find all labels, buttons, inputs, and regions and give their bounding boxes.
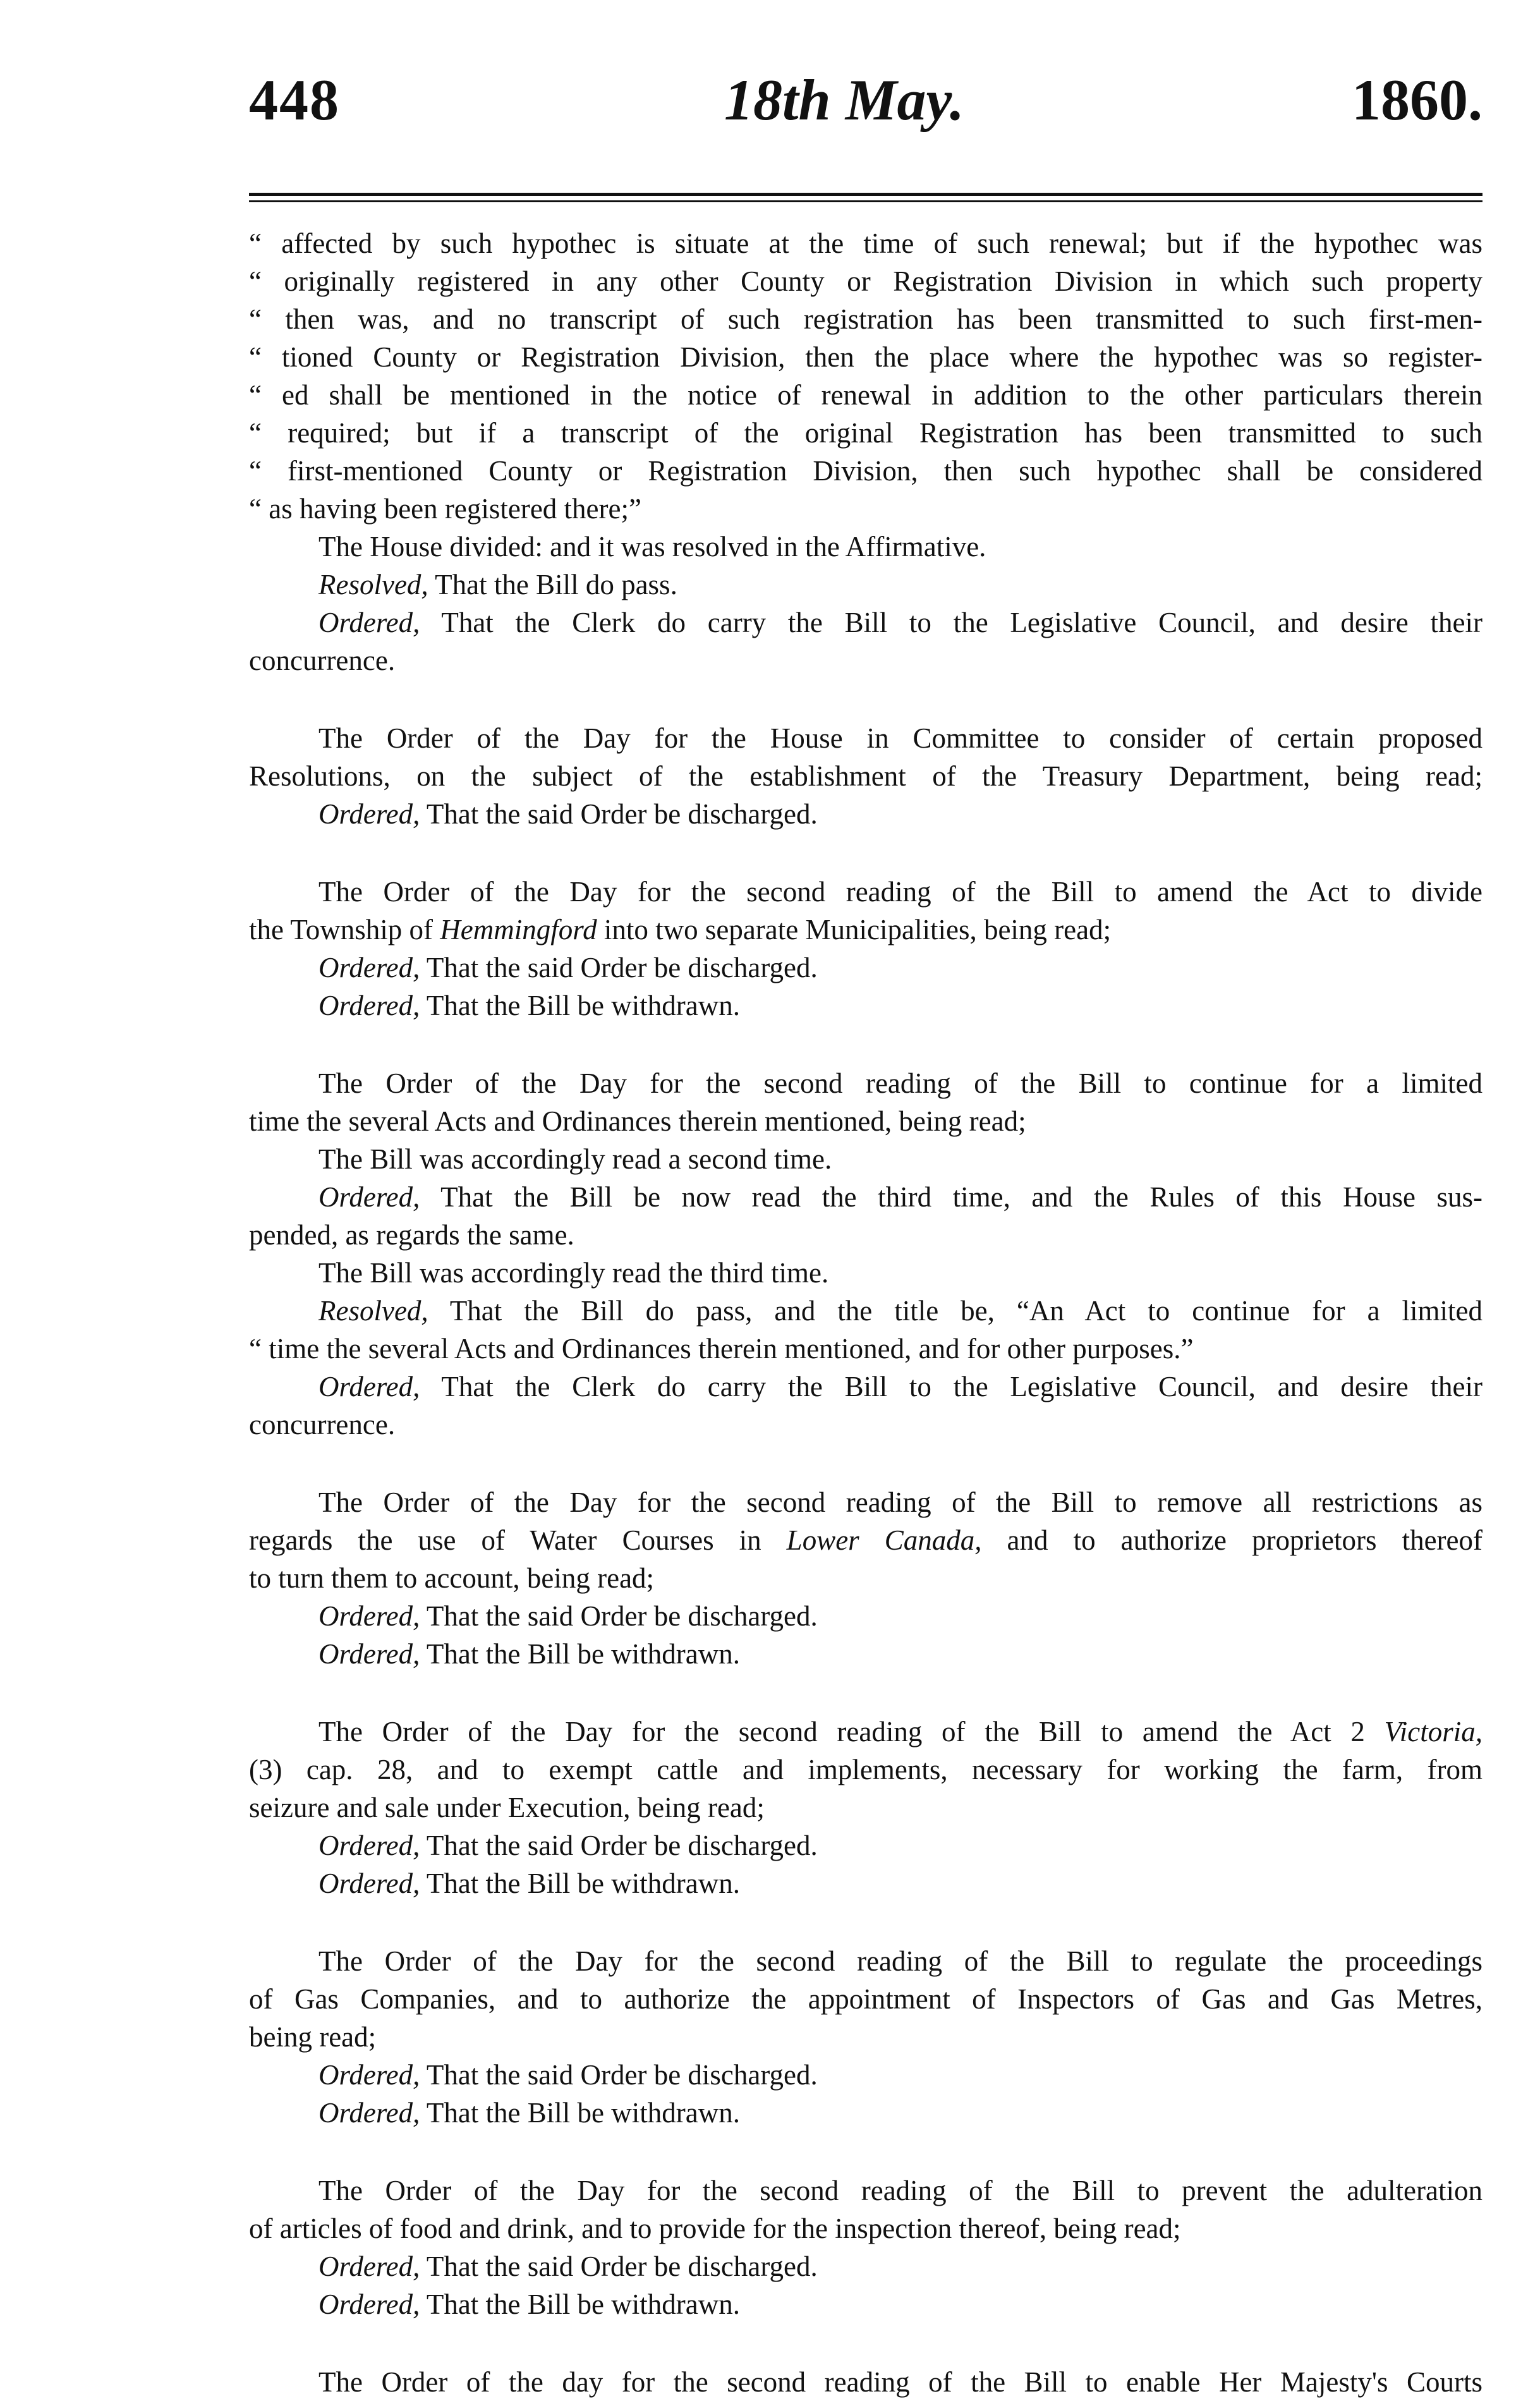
italic-label: Ordered, — [318, 1638, 420, 1670]
text-line: time the several Acts and Ordinances therein mentioned, being read; — [249, 1105, 1026, 1137]
italic-label: Ordered, — [318, 1830, 420, 1861]
header-year: 1860. — [1352, 68, 1482, 132]
journal-paragraph — [249, 1713, 1482, 1902]
italic-label: Ordered, — [318, 952, 420, 983]
paragraph-gap — [249, 679, 1482, 719]
header-rule-thick — [249, 193, 1482, 196]
journal-paragraph — [249, 2363, 1482, 2401]
text-line: The Bill was accordingly read a second time. — [318, 1143, 832, 1175]
text-line: The Order of the day for the second reading of the Bill to enable Her Majesty's Courts — [318, 2366, 1482, 2398]
italic-label: Ordered, — [318, 2289, 420, 2320]
paragraph-gap — [249, 2132, 1482, 2172]
text-line: Ordered, That the Bill be withdrawn. — [318, 2097, 740, 2129]
text-line: The Order of the Day for the House in Committee to consider of certain proposed — [318, 722, 1482, 754]
text-line: Resolved, That the Bill do pass. — [318, 569, 677, 600]
text-line: concurrence. — [249, 645, 396, 676]
text-line: Resolutions, on the subject of the establishment of the Treasury Department, being read; — [249, 760, 1482, 792]
page-number: 448 — [249, 68, 340, 132]
italic-label: Ordered, — [318, 798, 420, 830]
text-line: “ required; but if a transcript of the original Registration has been transmitted to such — [249, 414, 1482, 452]
italic-label: Ordered, — [318, 1181, 420, 1213]
text-line: “ ed shall be mentioned in the notice of renewal in addition to the other particulars therein — [249, 376, 1482, 414]
paragraph-gap — [249, 1024, 1482, 1064]
paragraph-gap — [249, 1444, 1482, 1483]
text-line: Ordered, That the Clerk do carry the Bill to the Legislative Council, and desire their — [318, 607, 1482, 638]
text-line: Ordered, That the said Order be discharged. — [318, 798, 818, 830]
journal-paragraph — [249, 1483, 1482, 1673]
text-line: Ordered, That the said Order be discharged. — [318, 2251, 818, 2282]
italic-term: Victoria, — [1384, 1716, 1482, 1748]
italic-term: Hemmingford — [440, 914, 597, 945]
journal-paragraph — [249, 224, 1482, 679]
italic-label: Ordered, — [318, 2251, 420, 2282]
paragraph-gap — [249, 2323, 1482, 2363]
italic-label: Ordered, — [318, 1371, 420, 1402]
text-line: Ordered, That the said Order be discharged. — [318, 1600, 818, 1632]
text-line: Ordered, That the Bill be now read the third time, and the Rules of this House sus- — [318, 1181, 1482, 1213]
journal-paragraph — [249, 1942, 1482, 2132]
header-rule-thin — [249, 200, 1482, 202]
text-line: (3) cap. 28, and to exempt cattle and implements, necessary for working the farm, from — [249, 1754, 1482, 1785]
text-line: “ tioned County or Registration Division, then the place where the hypothec was so register- — [249, 338, 1482, 376]
text-line: “ first-mentioned County or Registration Division, then such hypothec shall be considered — [249, 452, 1482, 490]
journal-paragraph — [249, 873, 1482, 1024]
text-line: The Order of the Day for the second reading of the Bill to prevent the adulteration — [318, 2175, 1482, 2206]
text-line: “ originally registered in any other County or Registration Division in which such property — [249, 262, 1482, 300]
text-line: of Gas Companies, and to authorize the appointment of Inspectors of Gas and Gas Metres, — [249, 1983, 1482, 2015]
text-line: Ordered, That the said Order be discharged. — [318, 952, 818, 983]
text-line: The Order of the Day for the second reading of the Bill to regulate the proceedings — [318, 1945, 1482, 1977]
text-line: Ordered, That the Clerk do carry the Bill to the Legislative Council, and desire their — [318, 1371, 1482, 1402]
text-line: The Order of the Day for the second reading of the Bill to amend the Act to divide — [318, 876, 1482, 908]
italic-label: Ordered, — [318, 1868, 420, 1899]
text-line: seizure and sale under Execution, being read; — [249, 1792, 765, 1823]
text-line: “ affected by such hypothec is situate at the time of such renewal; but if the hypothec was — [249, 224, 1482, 262]
paragraph-gap — [249, 1902, 1482, 1942]
text-line: concurrence. — [249, 1409, 396, 1440]
italic-label: Ordered, — [318, 990, 420, 1021]
journal-paragraph — [249, 2172, 1482, 2323]
italic-label: Resolved, — [318, 569, 428, 600]
text-line: the Township of Hemmingford into two separate Municipalities, being read; — [249, 914, 1112, 945]
text-line: The Order of the Day for the second reading of the Bill to amend the Act 2 Victoria, — [318, 1716, 1482, 1748]
italic-label: Ordered, — [318, 2059, 420, 2091]
text-line: “ time the several Acts and Ordinances therein mentioned, and for other purposes.” — [249, 1330, 1482, 1368]
page-header — [249, 60, 1482, 142]
text-line: “ as having been registered there;” — [249, 490, 1482, 528]
journal-paragraph — [249, 1064, 1482, 1444]
text-line: Ordered, That the said Order be discharged. — [318, 2059, 818, 2091]
text-line: regards the use of Water Courses in Lower Canada, and to authorize proprietors thereof — [249, 1524, 1482, 1556]
paragraph-gap — [249, 833, 1482, 873]
text-line: The Bill was accordingly read the third time. — [318, 1257, 829, 1289]
italic-label: Resolved, — [318, 1295, 428, 1327]
text-line: of articles of food and drink, and to provide for the inspection thereof, being read; — [249, 2213, 1181, 2244]
journal-body — [249, 224, 1482, 2401]
italic-label: Ordered, — [318, 1600, 420, 1632]
text-line: Ordered, That the Bill be withdrawn. — [318, 1638, 740, 1670]
text-line: The House divided: and it was resolved in the Affirmative. — [318, 531, 986, 562]
italic-label: Ordered, — [318, 607, 420, 638]
text-line: Ordered, That the said Order be discharged. — [318, 1830, 818, 1861]
text-line: “ then was, and no transcript of such registration has been transmitted to such first-men- — [249, 300, 1482, 338]
text-line: to turn them to account, being read; — [249, 1562, 655, 1594]
header-date: 18th May. — [724, 68, 964, 132]
text-line: Ordered, That the Bill be withdrawn. — [318, 1868, 740, 1899]
text-line: Resolved, That the Bill do pass, and the title be, “An Act to continue for a limited — [318, 1295, 1482, 1327]
text-line: pended, as regards the same. — [249, 1219, 574, 1251]
italic-label: Ordered, — [318, 2097, 420, 2129]
journal-paragraph — [249, 719, 1482, 833]
paragraph-gap — [249, 1673, 1482, 1713]
text-line: The Order of the Day for the second reading of the Bill to remove all restrictions as — [318, 1486, 1482, 1518]
text-line: being read; — [249, 2021, 377, 2053]
italic-term: Lower Canada, — [786, 1524, 982, 1556]
text-line: Ordered, That the Bill be withdrawn. — [318, 2289, 740, 2320]
text-line: Ordered, That the Bill be withdrawn. — [318, 990, 740, 1021]
text-line: The Order of the Day for the second reading of the Bill to continue for a limited — [318, 1067, 1482, 1099]
